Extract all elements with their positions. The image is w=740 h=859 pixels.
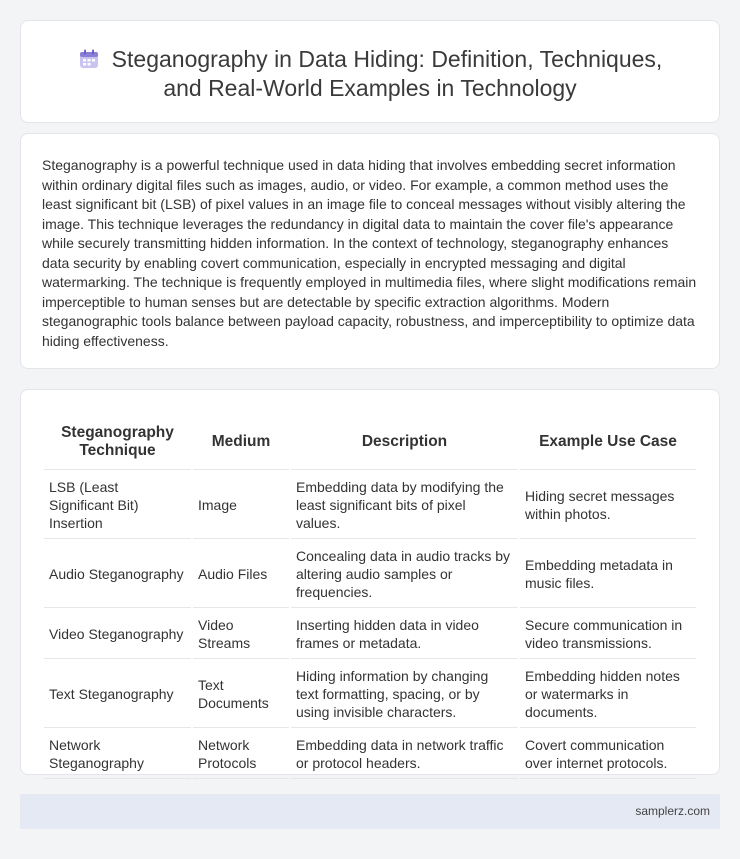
cell-example: Embedding hidden notes or watermarks in documents. xyxy=(520,661,696,728)
cell-description: Inserting hidden data in video frames or metadata. xyxy=(291,610,518,659)
techniques-table xyxy=(42,412,698,781)
cell-example: Secure communication in video transmissions. xyxy=(520,610,696,659)
cell-medium: Text Documents xyxy=(193,661,289,728)
cell-description: Embedding data by modifying the least significant bits of pixel values. xyxy=(291,472,518,539)
title-line-2: and Real-World Examples in Technology xyxy=(163,75,577,101)
table-row xyxy=(44,730,696,779)
calendar-icon xyxy=(78,48,100,70)
header-card xyxy=(20,20,720,123)
header-medium: Medium xyxy=(193,414,289,470)
header-description: Description xyxy=(291,414,518,470)
cell-example: Covert communication over internet protocols. xyxy=(520,730,696,779)
table-header-row xyxy=(44,414,696,470)
page-title xyxy=(21,45,719,103)
cell-medium: Video Streams xyxy=(193,610,289,659)
table-row xyxy=(44,661,696,728)
cell-medium: Image xyxy=(193,472,289,539)
header-technique: Steganography Technique xyxy=(44,414,191,470)
cell-medium: Audio Files xyxy=(193,541,289,608)
footer-bar xyxy=(20,794,720,829)
table-row xyxy=(44,472,696,539)
table-row xyxy=(44,541,696,608)
cell-description: Embedding data in network traffic or protocol headers. xyxy=(291,730,518,779)
intro-paragraph: Steganography is a powerful technique used in data hiding that involves embedding secret information within ordinary digital files such as images, audio, or video. For example, a common method uses the least significant bit (LSB) of pixel values in an image file to conceal messages without visibly altering the image. This technique leverages the redundancy in digital data to maintain the cover file's appearance while securely transmitting hidden information. In the context of technology, steganography enhances data security by enabling covert communication, especially in encrypted messaging and digital watermarking. The technique is frequently employed in multimedia files, where slight modifications remain imperceptible to human senses but are detectable by specific extraction algorithms. Modern steganographic tools balance between payload capacity, robustness, and imperceptibility to optimize data hiding effectiveness. xyxy=(42,157,697,349)
cell-technique: Video Steganography xyxy=(44,610,191,659)
cell-description: Hiding information by changing text formatting, spacing, or by using invisible characters. xyxy=(291,661,518,728)
cell-example: Embedding metadata in music files. xyxy=(520,541,696,608)
cell-description: Concealing data in audio tracks by altering audio samples or frequencies. xyxy=(291,541,518,608)
cell-technique: LSB (Least Significant Bit) Insertion xyxy=(44,472,191,539)
cell-technique: Text Steganography xyxy=(44,661,191,728)
footer-site-link[interactable]: samplerz.com xyxy=(635,804,710,818)
header-example: Example Use Case xyxy=(520,414,696,470)
title-line-1: Steganography in Data Hiding: Definition, Techniques, xyxy=(111,46,663,72)
cell-medium: Network Protocols xyxy=(193,730,289,779)
intro-card xyxy=(20,133,720,369)
cell-technique: Network Steganography xyxy=(44,730,191,779)
cell-example: Hiding secret messages within photos. xyxy=(520,472,696,539)
table-row xyxy=(44,610,696,659)
cell-technique: Audio Steganography xyxy=(44,541,191,608)
table-card xyxy=(20,389,720,775)
